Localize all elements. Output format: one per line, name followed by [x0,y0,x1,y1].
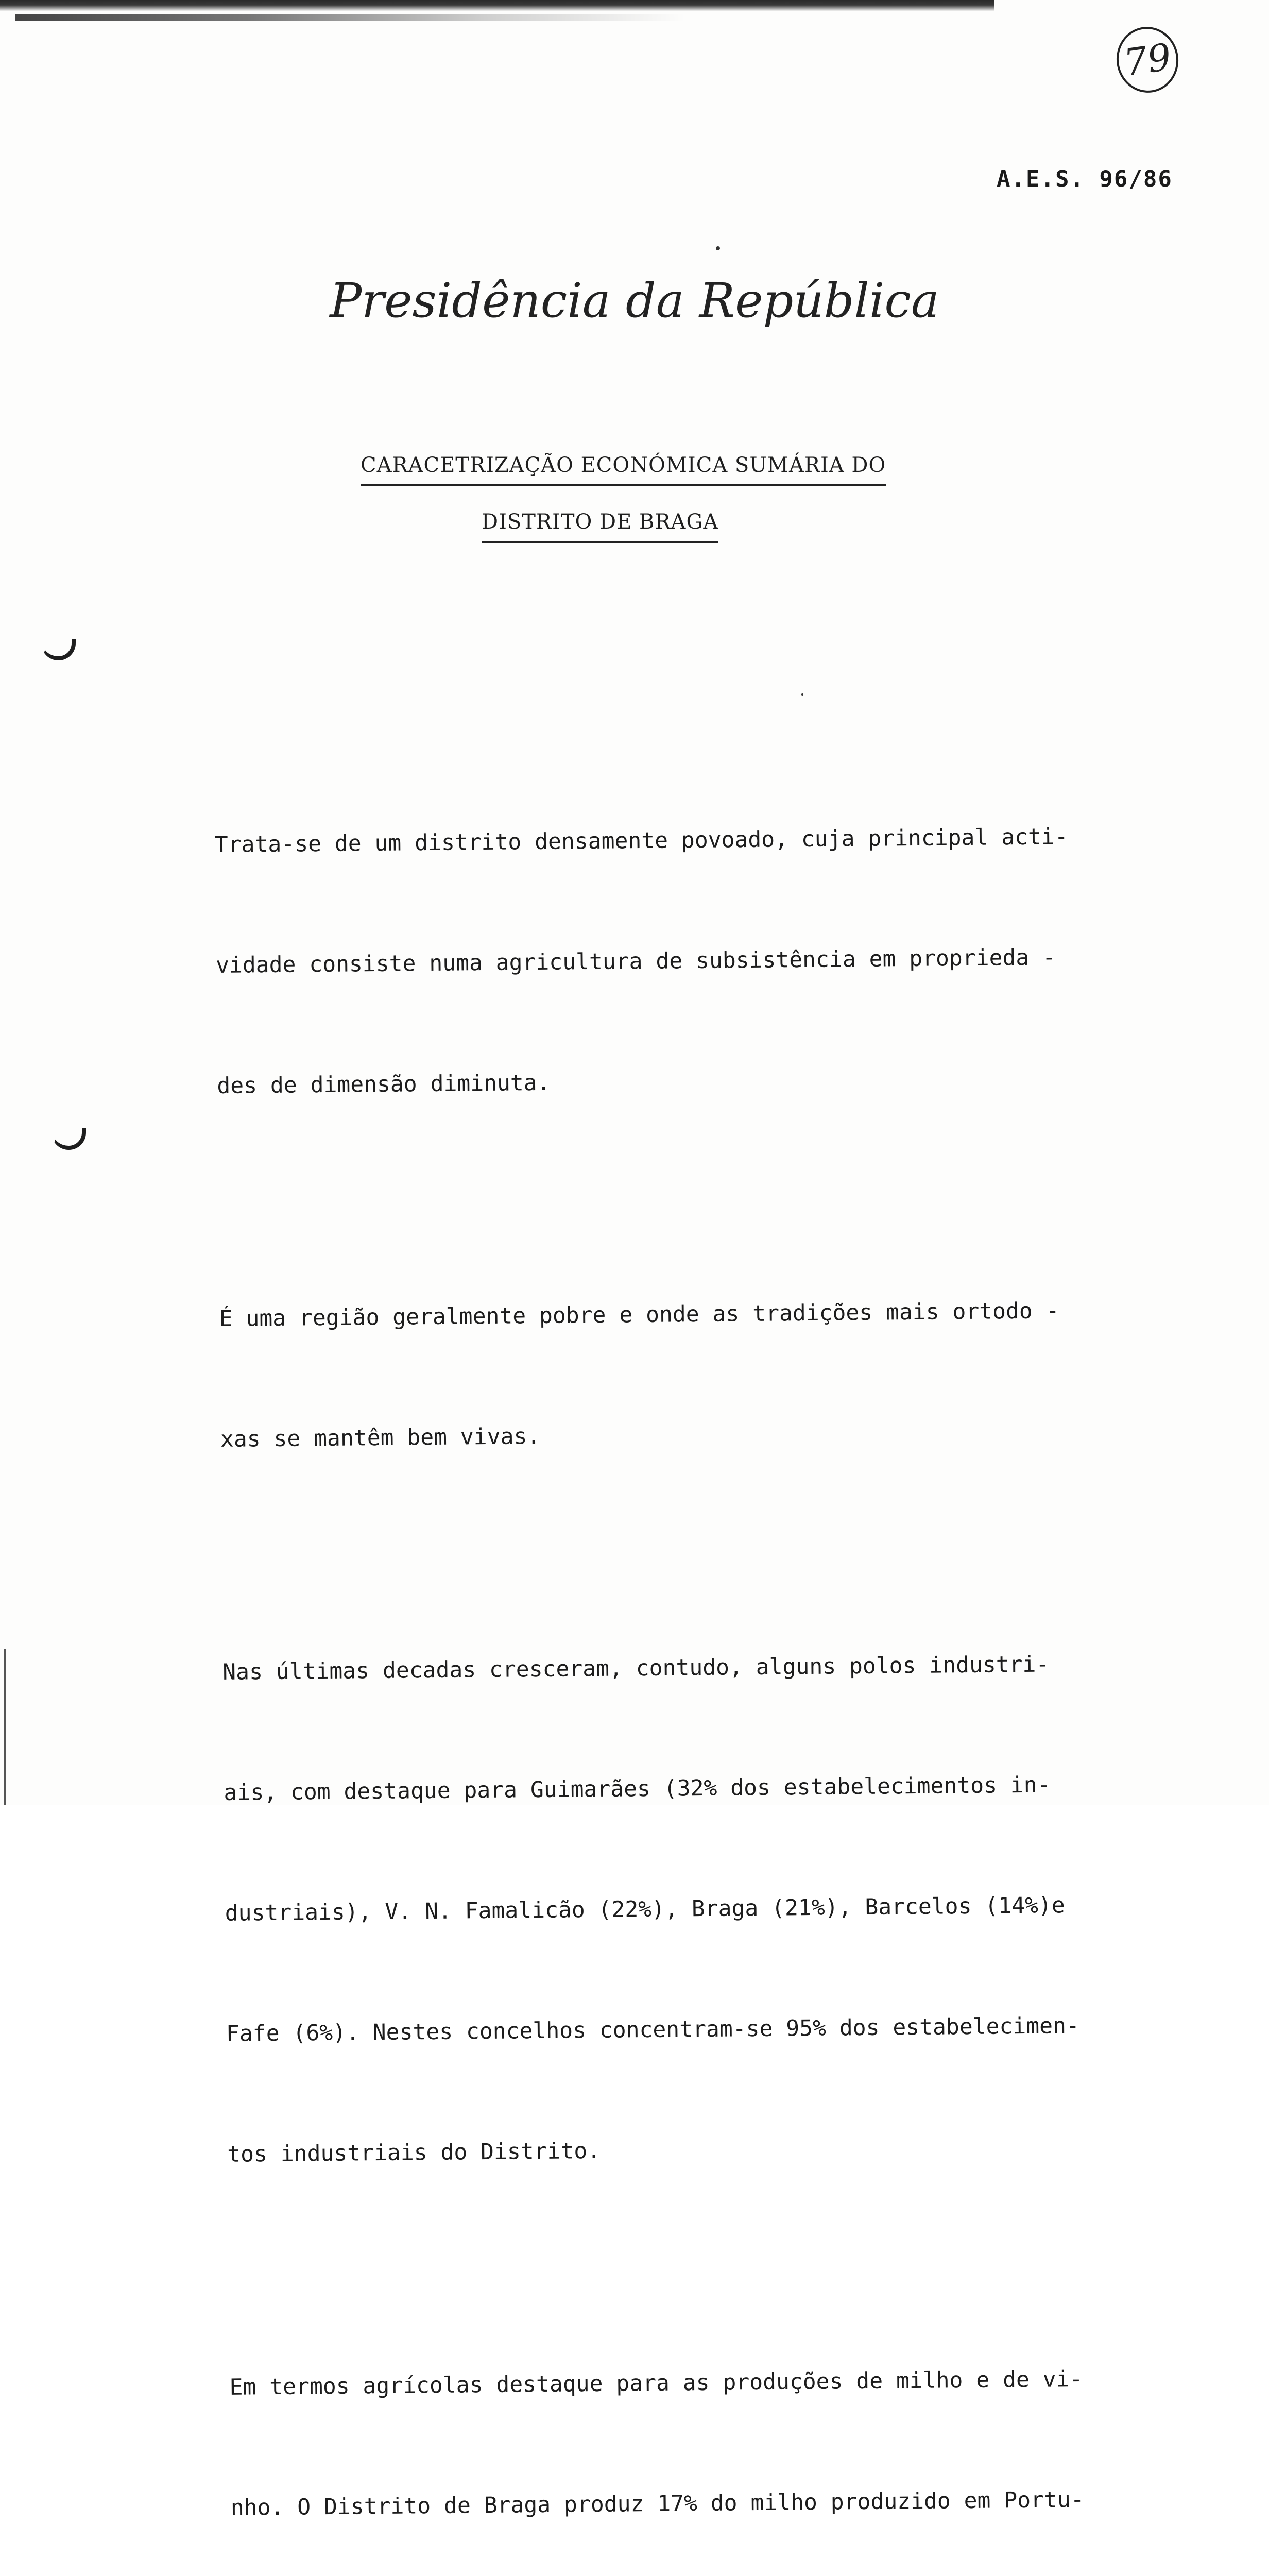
text-line: vidade consiste numa agricultura de subsistência em proprieda - [215,944,1056,978]
paragraph-2 [218,1209,1200,1540]
page-number-stamp [1112,23,1183,96]
text-line: tos industriais do Distrito. [227,2138,601,2167]
document-body [214,735,1219,2576]
text-line: Nas últimas decadas cresceram, contudo, alguns polos industri- [222,1651,1050,1685]
paragraph-1 [214,735,1196,1187]
text-line: Trata-se de um distrito densamente povoado, cuja principal acti- [214,824,1068,858]
document-title-line-1: CARACETRIZAÇÃO ECONÓMICA SUMÁRIA DO [361,453,886,486]
text-line: Em termos agrícolas destaque para as produções de milho e de vi- [229,2366,1083,2400]
page-number: 79 [1121,35,1174,84]
paragraph-3 [221,1563,1207,2255]
scan-edge-streak [15,14,685,21]
text-line: Fafe (6%). Nestes concelhos concentram-se 95% dos estabelecimen- [226,2012,1080,2047]
text-line: É uma região geralmente pobre e onde as tradições mais ortodo - [219,1298,1059,1332]
scan-speck [716,246,720,250]
text-line: des de dimensão diminuta. [217,1070,551,1099]
text-line: ais, com destaque para Guimarães (32% dos estabelecimentos in- [224,1772,1051,1806]
text-line: xas se mantêm bem vivas. [220,1423,541,1452]
paragraph-4 [229,2278,1215,2576]
binder-hole-mark [41,639,76,660]
document-reference: A.E.S. 96/86 [997,166,1173,192]
document-title-line-2: DISTRITO DE BRAGA [482,510,718,543]
text-line: nho. O Distrito de Braga produz 17% do milho produzido em Portu- [230,2486,1084,2521]
scan-speck [801,693,803,696]
letterhead: Presidência da República [330,273,939,328]
text-line: dustriais), V. N. Famalicão (22%), Braga (21%), Barcelos (14%)e [225,1892,1065,1926]
binder-hole-mark [52,1128,86,1150]
scan-edge-left [4,1649,6,1805]
scan-edge-top [0,0,994,11]
